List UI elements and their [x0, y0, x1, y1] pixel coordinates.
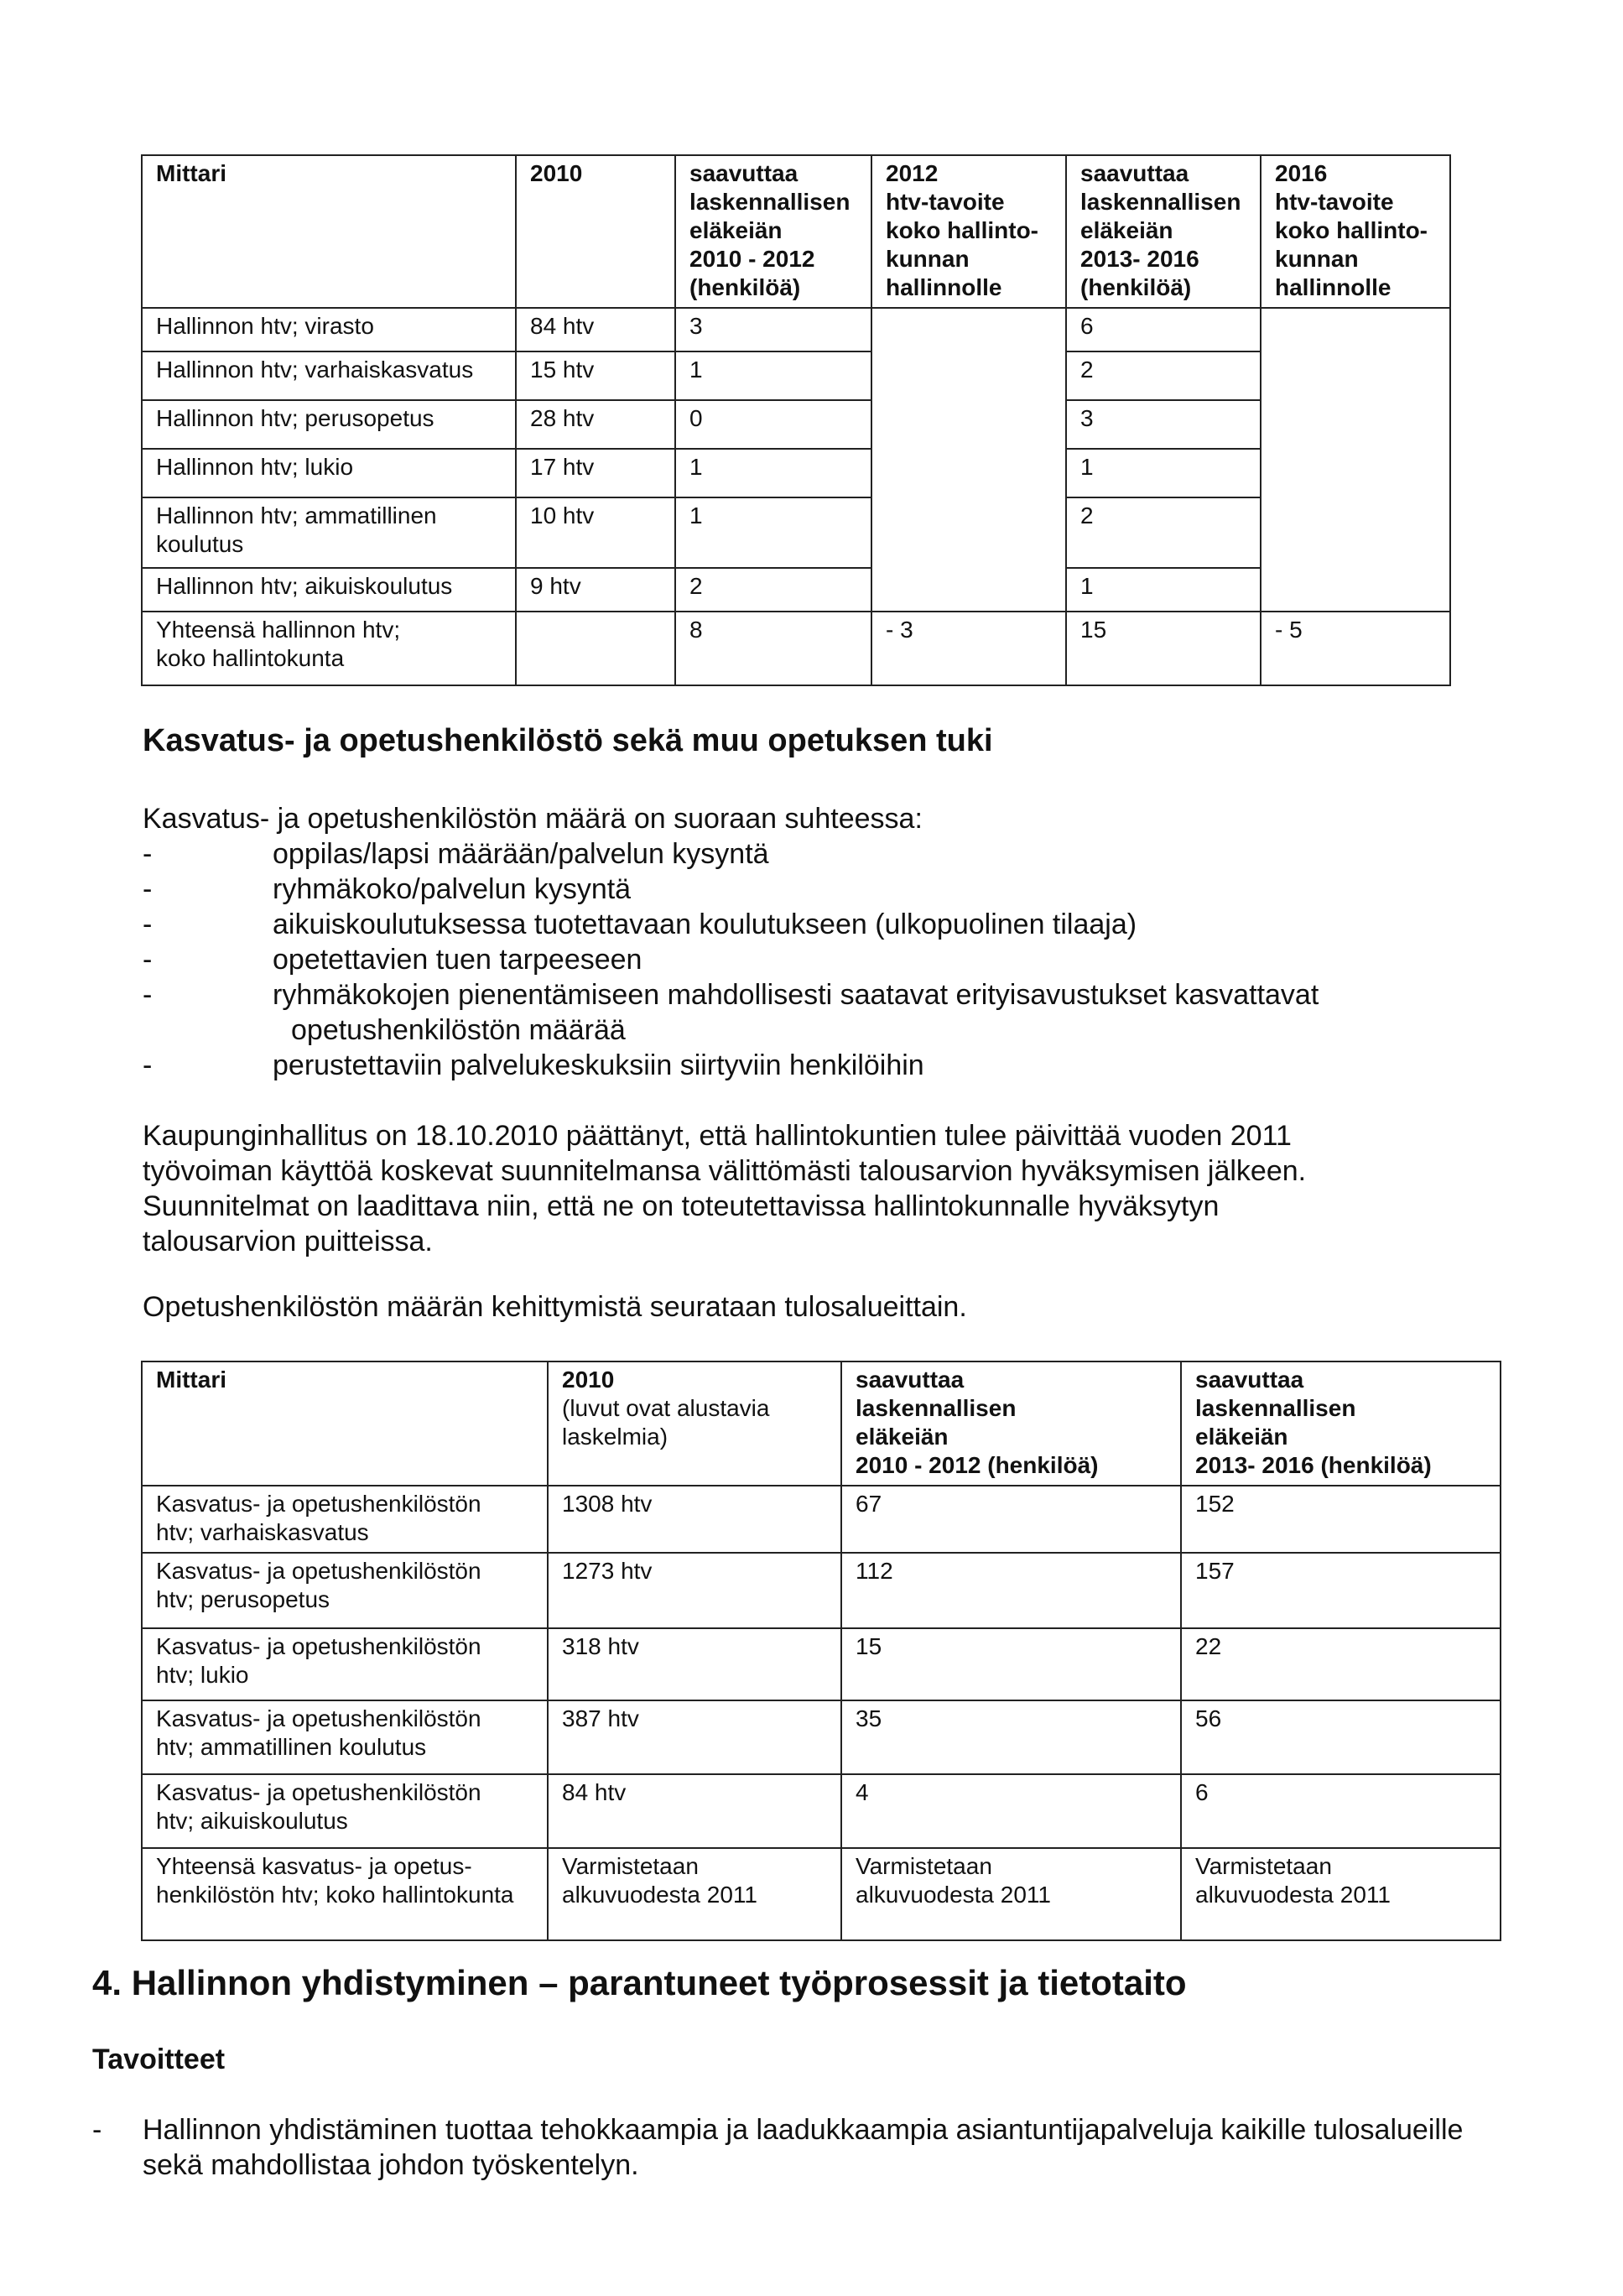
- paragraph-seurataan: Opetushenkilöstön määrän kehittymistä seurataan tulosalueittain.: [143, 1291, 967, 1323]
- goal-list: [92, 2112, 1552, 2183]
- cell-2010: Varmistetaan alkuvuodesta 2011: [548, 1848, 841, 1940]
- cell-2010: 318 htv: [548, 1628, 841, 1700]
- cell-2010-2012: 4: [841, 1774, 1181, 1848]
- list-item: - perustettaviin palvelukeskuksiin siirtyviin henkilöihin: [143, 1049, 924, 1081]
- cell-2013-2016: 15: [1066, 612, 1261, 685]
- section-heading: Kasvatus- ja opetushenkilöstö sekä muu opetuksen tuki: [143, 723, 993, 758]
- cell-tavoite-2016: - 5: [1261, 612, 1450, 685]
- cell-2010-2012: 0: [675, 400, 871, 449]
- row-label: Kasvatus- ja opetushenkilöstön htv; lukio: [142, 1628, 548, 1700]
- cell-2010-2012: 2: [675, 568, 871, 612]
- cell-2013-2016: 22: [1181, 1628, 1501, 1700]
- dash-list: [143, 836, 1518, 1083]
- row-label: Kasvatus- ja opetushenkilöstön htv; aikuiskoulutus: [142, 1774, 548, 1848]
- cell-2013-2016: 6: [1066, 308, 1261, 351]
- list-item: - oppilas/lapsi määrään/palvelun kysyntä: [143, 838, 769, 870]
- cell-2010-2012: 15: [841, 1628, 1181, 1700]
- row-label: Hallinnon htv; ammatillinen koulutus: [142, 497, 516, 568]
- table-header-row: [142, 155, 1450, 308]
- table-row: [142, 351, 1450, 400]
- cell-2013-2016: 6: [1181, 1774, 1501, 1848]
- paragraph-kaupunginhallitus: Kaupunginhallitus on 18.10.2010 päättänyt, että hallintokuntien tulee päivittää vuoden 2011 työvoiman käyttöä koskevat suunnitelmansa välittömästi talousarvion hyväksymisen jälkeen. Suunnitelmat on laadittava niin, että ne on toteutettavissa hallintokunnalle hyväksytyn talousarvion puitteissa.: [143, 1120, 1307, 1257]
- row-label: Kasvatus- ja opetushenkilöstön htv; varhaiskasvatus: [142, 1486, 548, 1553]
- section-4-heading: 4. Hallinnon yhdistyminen – parantuneet työprosessit ja tietotaito: [92, 1963, 1187, 2002]
- cell-2010-2012: Varmistetaan alkuvuodesta 2011: [841, 1848, 1181, 1940]
- row-label: Kasvatus- ja opetushenkilöstön htv; ammatillinen koulutus: [142, 1700, 548, 1774]
- cell-2010: 84 htv: [516, 308, 675, 351]
- list-item: - opetettavien tuen tarpeeseen: [143, 944, 642, 976]
- cell-2010: 1308 htv: [548, 1486, 841, 1553]
- cell-2013-2016: 56: [1181, 1700, 1501, 1774]
- table-row: [142, 449, 1450, 497]
- intro-text: Kasvatus- ja opetushenkilöstön määrä on suoraan suhteessa:: [143, 803, 923, 835]
- header-elakeika-2013-2016: saavuttaa laskennallisen eläkeiän 2013- 2016 (henkilöä): [1181, 1361, 1501, 1486]
- header-elakeika-2010-2012: saavuttaa laskennallisen eläkeiän 2010 - 2012 (henkilöä): [841, 1361, 1181, 1486]
- header-elakeika-2010-2012: saavuttaa laskennallisen eläkeiän 2010 - 2012 (henkilöä): [675, 155, 871, 308]
- cell-2010-2012: 67: [841, 1486, 1181, 1553]
- table-opetushenkilosto: [141, 1361, 1501, 1941]
- cell-2010-2012: 35: [841, 1700, 1181, 1774]
- row-label: Kasvatus- ja opetushenkilöstön htv; perusopetus: [142, 1553, 548, 1628]
- cell-2013-2016: 1: [1066, 449, 1261, 497]
- cell-2010: 28 htv: [516, 400, 675, 449]
- tavoitteet-heading: Tavoitteet: [92, 2043, 226, 2075]
- cell-2013-2016: 157: [1181, 1553, 1501, 1628]
- cell-2010: 387 htv: [548, 1700, 841, 1774]
- cell-2010: 84 htv: [548, 1774, 841, 1848]
- list-item: - ryhmäkokojen pienentämiseen mahdollisesti saatavat erityisavustukset kasvattavat opetushenkilöstön määrää: [143, 979, 1319, 1046]
- cell-2013-2016: 2: [1066, 497, 1261, 568]
- cell-2010: 9 htv: [516, 568, 675, 612]
- dash-marker: -: [143, 944, 153, 976]
- table-row: [142, 1700, 1501, 1774]
- row-label: Hallinnon htv; virasto: [142, 308, 516, 351]
- cell-tavoite-2016-merged: [1261, 308, 1450, 612]
- table-row-total: [142, 612, 1450, 685]
- table-row: [142, 497, 1450, 568]
- table-row: [142, 1486, 1501, 1553]
- header-htv-tavoite-2016: 2016 htv-tavoite koko hallinto- kunnan hallinnolle: [1261, 155, 1450, 308]
- table-row: [142, 1553, 1501, 1628]
- cell-2010: 17 htv: [516, 449, 675, 497]
- dash-marker: -: [143, 838, 153, 870]
- cell-2013-2016: Varmistetaan alkuvuodesta 2011: [1181, 1848, 1501, 1940]
- cell-2010-2012: 112: [841, 1553, 1181, 1628]
- row-label: Hallinnon htv; aikuiskoulutus: [142, 568, 516, 612]
- table-row: [142, 308, 1450, 351]
- cell-2013-2016: 152: [1181, 1486, 1501, 1553]
- row-label: Hallinnon htv; perusopetus: [142, 400, 516, 449]
- row-label: Hallinnon htv; varhaiskasvatus: [142, 351, 516, 400]
- header-2010: 2010 (luvut ovat alustavia laskelmia): [548, 1361, 841, 1486]
- table-row: [142, 400, 1450, 449]
- header-2010: 2010: [516, 155, 675, 308]
- cell-2013-2016: 2: [1066, 351, 1261, 400]
- list-item: - ryhmäkoko/palvelun kysyntä: [143, 873, 632, 905]
- table-row: [142, 1774, 1501, 1848]
- cell-2013-2016: 1: [1066, 568, 1261, 612]
- cell-2010-2012: 1: [675, 351, 871, 400]
- dash-marker: -: [143, 909, 153, 940]
- dash-marker: -: [92, 2114, 102, 2146]
- cell-2010-2012: 1: [675, 449, 871, 497]
- table-row-total: [142, 1848, 1501, 1940]
- dash-marker: -: [143, 979, 153, 1011]
- row-label: Yhteensä hallinnon htv; koko hallintokunta: [142, 612, 516, 685]
- cell-2010-2012: 8: [675, 612, 871, 685]
- cell-2010: 15 htv: [516, 351, 675, 400]
- cell-2010: 10 htv: [516, 497, 675, 568]
- list-item: - Hallinnon yhdistäminen tuottaa tehokkaampia ja laadukkaampia asiantuntijapalveluja kaikille tulosalueille sekä mahdollistaa johdon työskentelyn.: [92, 2114, 1464, 2181]
- header-elakeika-2013-2016: saavuttaa laskennallisen eläkeiän 2013- 2016 (henkilöä): [1066, 155, 1261, 308]
- row-label: Hallinnon htv; lukio: [142, 449, 516, 497]
- table-header-row: [142, 1361, 1501, 1486]
- cell-2013-2016: 3: [1066, 400, 1261, 449]
- header-mittari: Mittari: [142, 1361, 548, 1486]
- cell-2010-2012: 1: [675, 497, 871, 568]
- table-row: [142, 1628, 1501, 1700]
- table-row: [142, 568, 1450, 612]
- cell-tavoite-2012: - 3: [871, 612, 1066, 685]
- header-mittari: Mittari: [142, 155, 516, 308]
- cell-2010-2012: 3: [675, 308, 871, 351]
- cell-2010: [516, 612, 675, 685]
- table-hallinnon-htv: [141, 154, 1451, 686]
- dash-marker: -: [143, 873, 153, 905]
- list-item: - aikuiskoulutuksessa tuotettavaan koulutukseen (ulkopuolinen tilaaja): [143, 909, 1137, 940]
- cell-tavoite-2012-merged: [871, 308, 1066, 612]
- row-label: Yhteensä kasvatus- ja opetus- henkilöstön htv; koko hallintokunta: [142, 1848, 548, 1940]
- header-htv-tavoite-2012: 2012 htv-tavoite koko hallinto- kunnan hallinnolle: [871, 155, 1066, 308]
- cell-2010: 1273 htv: [548, 1553, 841, 1628]
- dash-marker: -: [143, 1049, 153, 1081]
